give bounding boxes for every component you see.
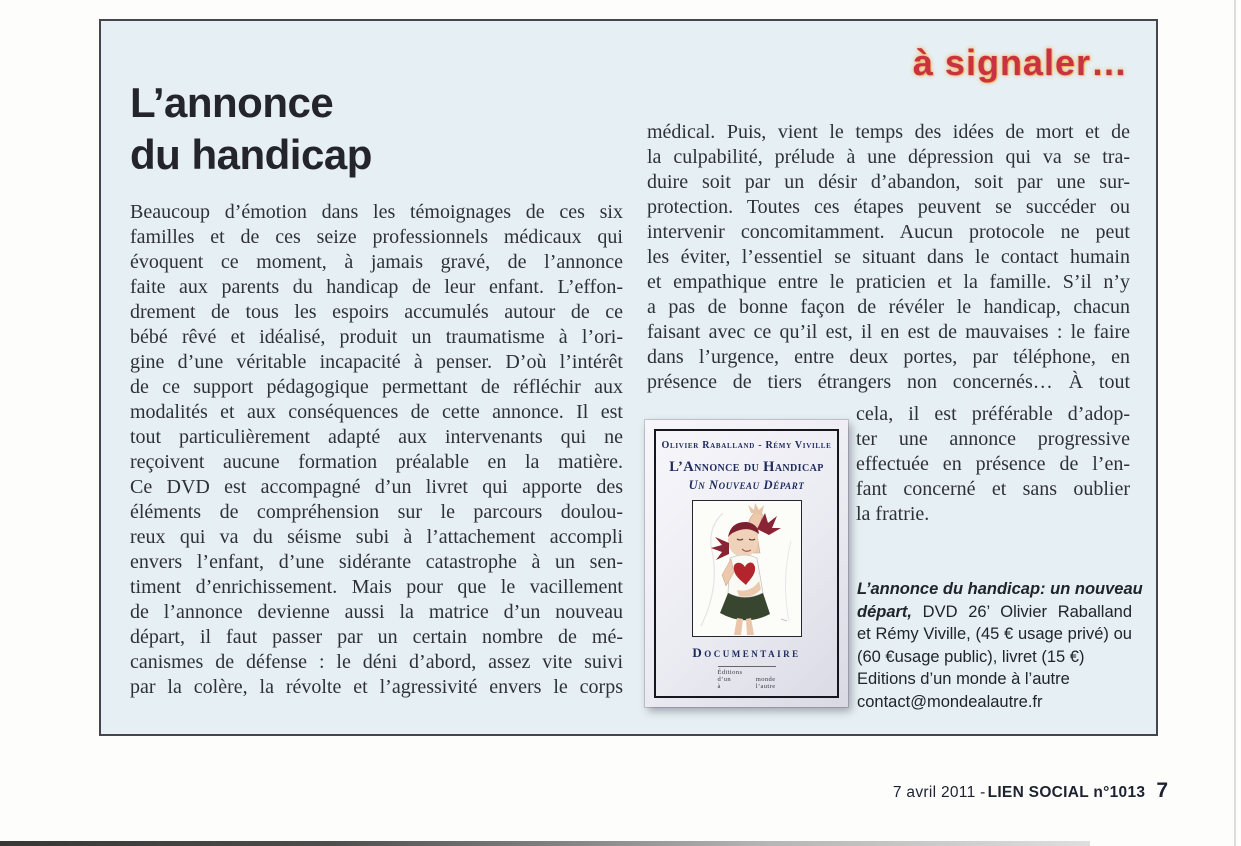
dvd-cover-illustration (692, 500, 802, 637)
article-title-line2: du handicap (130, 131, 372, 178)
dvd-cover (645, 420, 848, 707)
text-line: la fratrie. (856, 503, 930, 525)
dvd-caption (857, 578, 1143, 713)
publication-name: LIEN SOCIAL n°1013 (987, 784, 1146, 801)
text-line: présence de tiers étrangers non concernés… À tout (647, 371, 1130, 393)
text-line: gine d’une véritable incapacité à penser. D’où l’intérêt (130, 351, 623, 373)
text-line: médical. Puis, vient le temps des idées de mort et de (647, 121, 1130, 143)
text-line: à l’autre (717, 683, 776, 690)
text-line: départ, il faut passer par un certain nombre de mé- (130, 626, 623, 648)
girl-illustration (693, 501, 801, 636)
text-line: ter une annonce progressive (856, 428, 1130, 450)
text-line: intervenir concomitamment. Aucun protocole ne peut (647, 221, 1130, 243)
dvd-publisher-logo (718, 666, 776, 690)
caption-line (857, 668, 1132, 691)
text-line: de ce support pédagogique permettant de réfléchir aux (130, 376, 623, 398)
text-line: duire soit par un désir d’abandon, soit par une sur- (647, 171, 1130, 193)
caption-title-part1: L’annonce du handicap: un nouveau (857, 580, 1143, 598)
text-line: timent d’enrichissement. Mais pour que le vacillement (130, 576, 623, 598)
dvd-genre-label: Documentaire (692, 645, 801, 660)
text-line: les éviter, l’essentiel se situant dans le contact humain (647, 246, 1130, 268)
caption-line (857, 601, 1132, 624)
text-line: évoquent ce moment, à jamais gravé, de l’annonce (130, 251, 623, 273)
page-number: 7 (1156, 779, 1168, 802)
text-line: par la colère, la révolte et l’agressivité envers le corps (130, 676, 623, 698)
text-line: canismes de défense : le déni d’abord, assez vite suivi (130, 651, 623, 673)
text-line: faisant avec ce qu’il est, il en est de mauvaises : le faire (647, 321, 1130, 343)
article-panel (99, 19, 1158, 736)
text-line: a pas de bonne façon de révéler le handicap, chacun (647, 296, 1130, 318)
dvd-cover-frame (654, 429, 839, 698)
caption-credits: DVD 26’ Olivier Raballand (912, 602, 1132, 621)
text-line: dans l’urgence, entre deux portes, par téléphone, en (647, 346, 1130, 368)
page-footer (893, 779, 1168, 803)
article-title (130, 77, 372, 181)
text-line: protection. Toutes ces étapes peuvent se succéder ou (647, 196, 1130, 218)
text-line: la culpabilité, prélude à une dépression qui va se tra- (647, 146, 1130, 168)
text-line: éléments de compréhension sur le parcours doulou- (130, 501, 623, 523)
caption-price-public: (60 €usage public), livret (15 €) (857, 647, 1085, 666)
text-line: reux qui va du séisme subi à l’attachement accompli (130, 526, 623, 548)
caption-line (857, 646, 1132, 669)
caption-contact-email: contact@mondealautre.fr (857, 692, 1043, 711)
text-line: familles et de ces seize professionnels médicaux qui (130, 226, 623, 248)
text-line: envers l’enfant, d’une sidérante catastrophe à un sen- (130, 551, 623, 573)
text-line: faite aux parents du handicap de leur enfant. L’effon- (130, 276, 623, 298)
text-line: de l’annonce devienne aussi la matrice d’un nouveau (130, 601, 623, 623)
text-line: cela, il est préférable d’adop- (856, 403, 1130, 425)
text-line: effectuée en présence de l’en- (856, 453, 1130, 475)
text-line: Ce DVD est accompagné d’un livret qui apporte des (130, 476, 623, 498)
caption-publisher: Editions d’un monde à l’autre (857, 670, 1070, 688)
dvd-subtitle: Un Nouveau Départ (688, 478, 805, 492)
text-line: d’un monde (717, 676, 776, 683)
text-line: bébé rêvé et idéalisé, produit un traumatisme à l’ori- (130, 326, 623, 348)
dvd-authors: Olivier Raballand - Rémy Viville (661, 440, 832, 451)
caption-line (857, 691, 1132, 714)
text-line: et empathique entre le praticien et la famille. S’il n’y (647, 271, 1130, 293)
text-line: tout particulièrement adapté aux intervenants qui ne (130, 426, 623, 448)
text-line: reçoivent aucune formation préalable en la matière. (130, 451, 623, 473)
caption-line (857, 578, 1143, 601)
issue-date: 7 avril 2011 - (892, 784, 986, 801)
section-label: à signaler… (912, 42, 1128, 83)
text-line: modalités et aux conséquences de cette annonce. Il est (130, 401, 623, 423)
caption-price-private: et Rémy Viville, (45 € usage privé) ou (857, 625, 1132, 643)
caption-title-part2: départ, (857, 602, 913, 621)
article-right-column-wrap (856, 402, 1130, 527)
scan-artifact-bottom-strip (0, 841, 1090, 846)
article-title-line1: L’annonce (130, 79, 334, 126)
dvd-title: L’Annonce du Handicap (669, 459, 824, 475)
caption-line (857, 623, 1132, 646)
text-line: drement de tous les espoirs accumulés autour de ce (130, 301, 623, 323)
text-line: Éditions (717, 669, 743, 676)
article-right-column (647, 120, 1130, 395)
scan-artifact-right-edge (1234, 0, 1236, 846)
article-left-column (130, 200, 623, 700)
text-line: fant concerné et sans oublier (856, 478, 1130, 500)
text-line: Beaucoup d’émotion dans les témoignages de ces six (130, 201, 623, 223)
